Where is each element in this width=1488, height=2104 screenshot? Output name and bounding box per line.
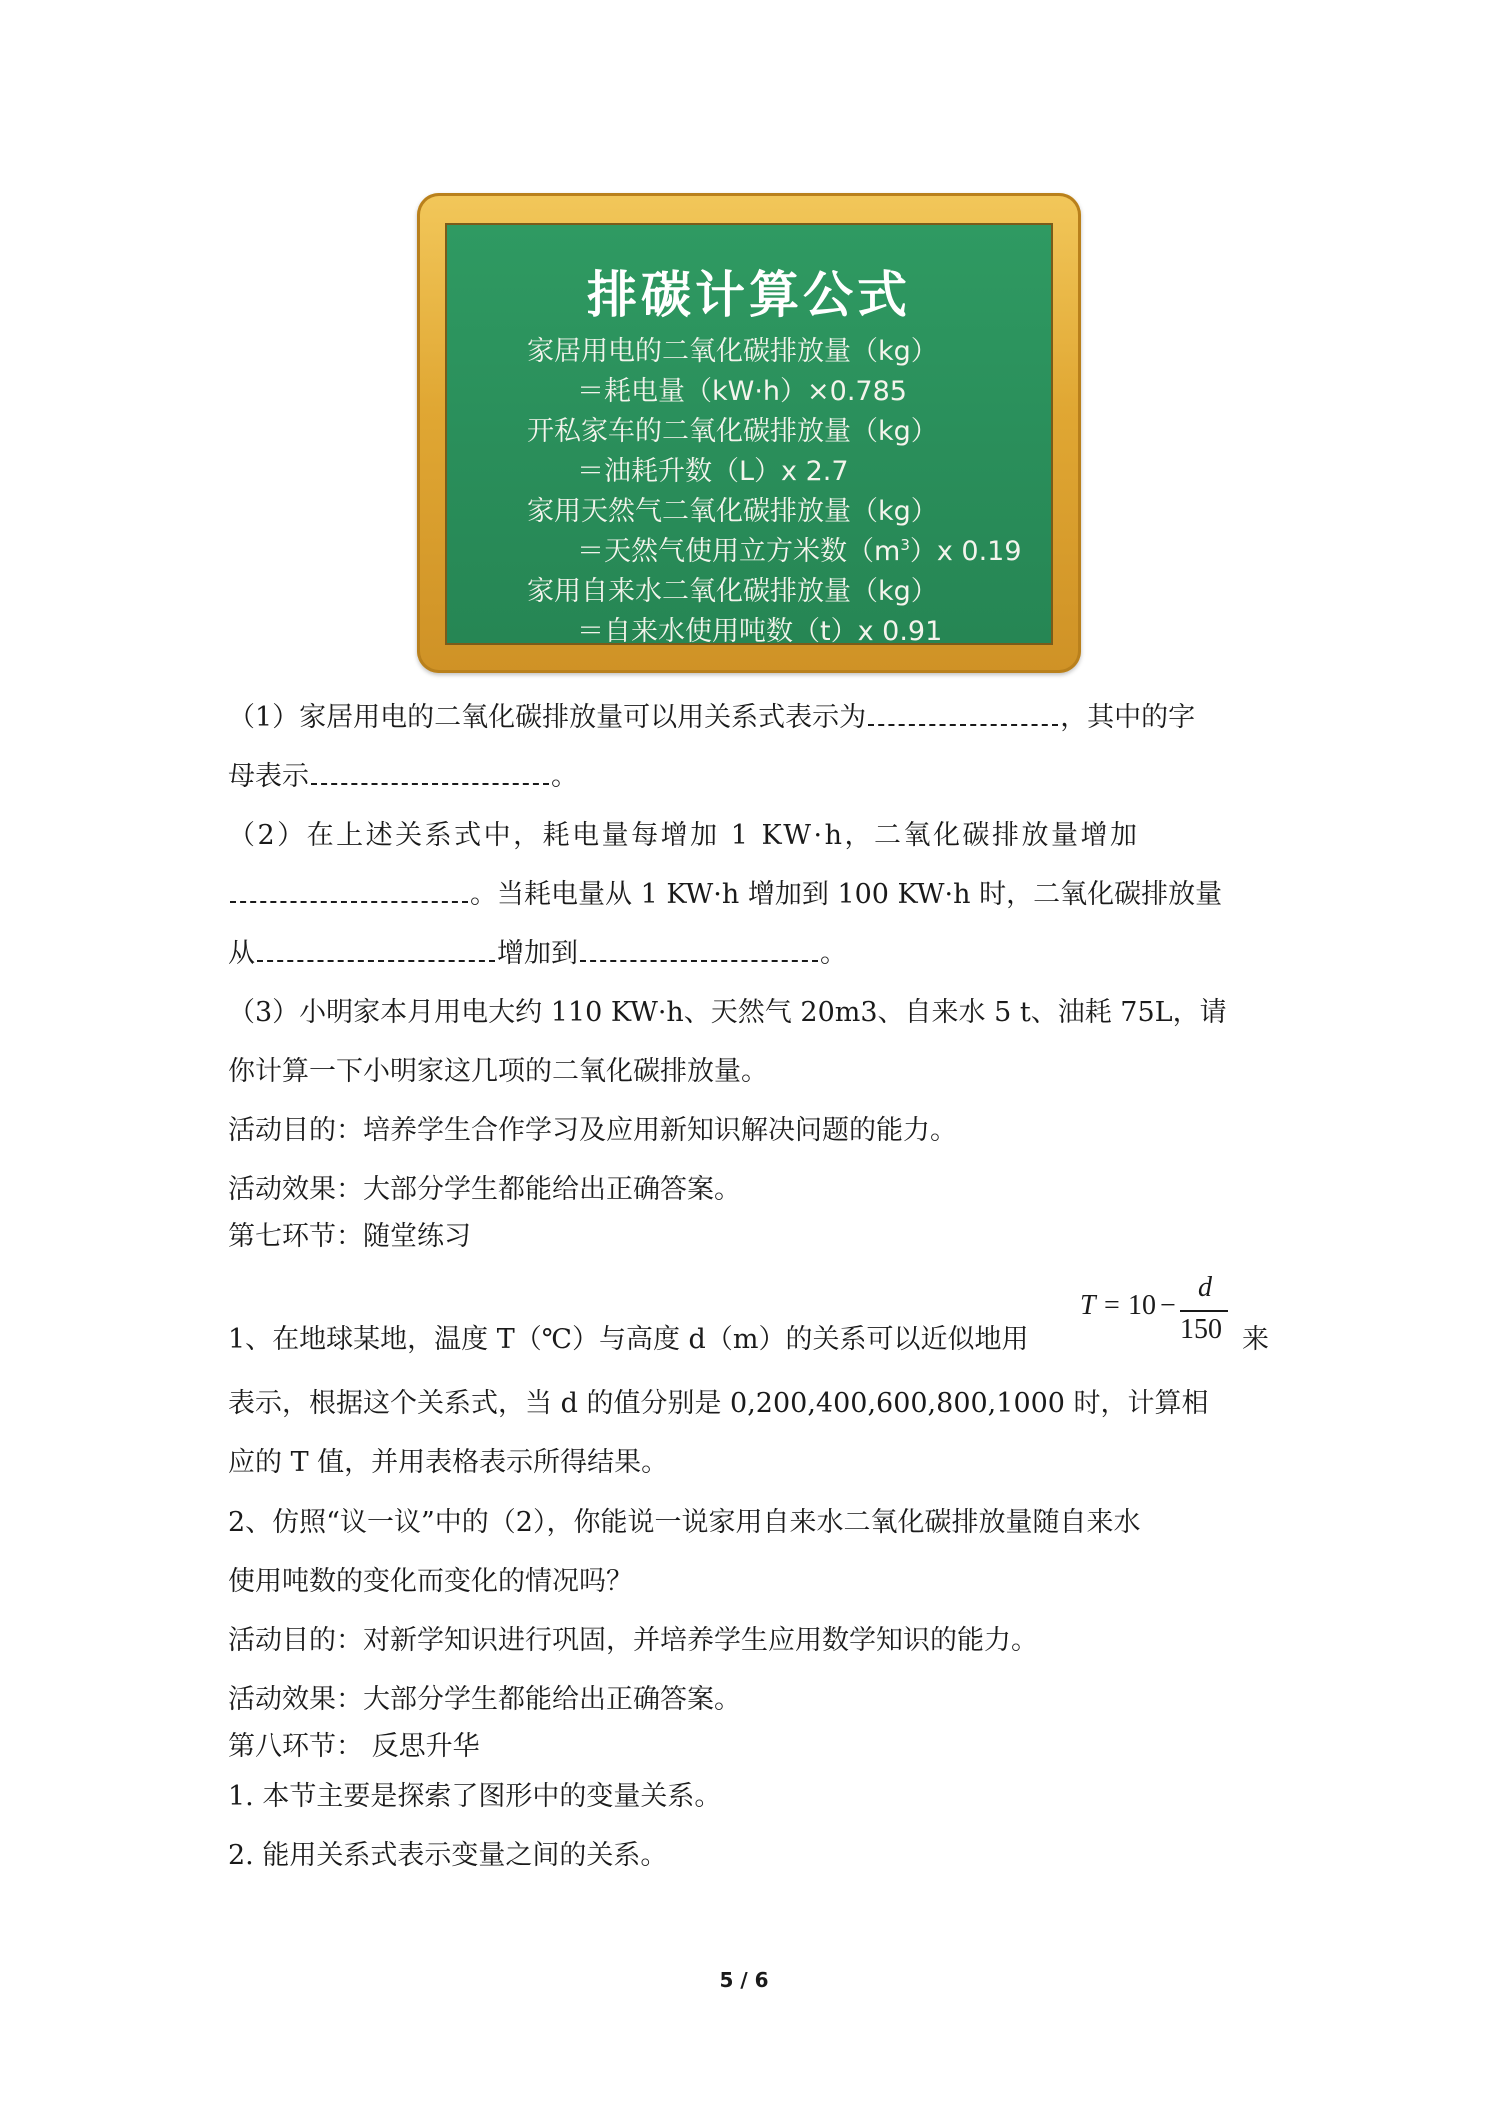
activity-effect-2: 活动效果：大部分学生都能给出正确答案。: [228, 1684, 741, 1715]
question-2-line-3: 从 增加到 。: [228, 938, 847, 969]
question-2-line-1: （2）在上述关系式中，耗电量每增加 1 KW·h，二氧化碳排放量增加: [228, 820, 1140, 851]
activity-effect-1: 活动效果：大部分学生都能给出正确答案。: [228, 1174, 741, 1205]
board-line-car: 开私家车的二氧化碳排放量（kg）: [527, 416, 938, 447]
answer-blank[interactable]: [311, 773, 549, 785]
question-2-line-2: 。当耗电量从 1 KW·h 增加到 100 KW·h 时，二氧化碳排放量: [228, 880, 1222, 910]
answer-blank[interactable]: [868, 714, 1058, 726]
answer-blank[interactable]: [257, 950, 495, 962]
question-3-line-2: 你计算一下小明家这几项的二氧化碳排放量。: [228, 1056, 768, 1087]
board-line-electricity-formula: ＝耗电量（kW·h）×0.785: [577, 376, 907, 407]
activity-goal-1: 活动目的：培养学生合作学习及应用新知识解决问题的能力。: [228, 1115, 957, 1146]
board-line-car-formula: ＝油耗升数（L）x 2.7: [577, 456, 849, 487]
board-line-electricity: 家居用电的二氧化碳排放量（kg）: [527, 336, 938, 367]
summary-item-1: 1. 本节主要是探索了图形中的变量关系。: [228, 1781, 722, 1812]
question-1-line-1: （1）家居用电的二氧化碳排放量可以用关系式表示为 ，其中的字: [228, 702, 1196, 733]
chalkboard-figure: [417, 193, 1081, 673]
exercise-1-line-1: 1、在地球某地，温度 T（℃）与高度 d（m）的关系可以近似地用: [228, 1324, 1029, 1355]
board-line-gas: 家用天然气二氧化碳排放量（kg）: [527, 496, 938, 527]
exercise-1-line-1-end: 来: [1242, 1324, 1269, 1355]
chalkboard-surface: [445, 223, 1053, 645]
question-3-line-1: （3）小明家本月用电大约 110 KW·h、天然气 20m3、自来水 5 t、油耗 75L，请: [228, 997, 1227, 1028]
activity-goal-2: 活动目的：对新学知识进行巩固，并培养学生应用数学知识的能力。: [228, 1625, 1038, 1656]
temperature-formula: T = 10 − d 150: [1080, 1268, 1240, 1358]
board-line-water-formula: ＝自来水使用吨数（t）x 0.91: [577, 616, 943, 647]
page-number: 5 / 6: [719, 1968, 769, 1992]
answer-blank[interactable]: [230, 891, 468, 903]
exercise-2-line-1: 2、仿照“议一议”中的（2），你能说一说家用自来水二氧化碳排放量随自来水: [228, 1507, 1141, 1538]
board-title: 排碳计算公式: [587, 266, 911, 324]
exercise-1-line-2: 表示，根据这个关系式，当 d 的值分别是 0,200,400,600,800,1000 时，计算相: [228, 1388, 1209, 1419]
board-line-water: 家用自来水二氧化碳排放量（kg）: [527, 576, 938, 607]
answer-blank[interactable]: [580, 950, 818, 962]
exercise-2-line-2: 使用吨数的变化而变化的情况吗？: [228, 1566, 633, 1597]
board-line-gas-formula: ＝天然气使用立方米数$(m^3)x$ 0.19: [577, 536, 1022, 567]
section-7-heading: 第七环节：随堂练习: [228, 1221, 471, 1252]
question-1-line-2: 母表示 。: [228, 761, 578, 792]
summary-item-2: 2. 能用关系式表示变量之间的关系。: [228, 1840, 668, 1871]
section-8-heading: 第八环节： 反思升华: [228, 1731, 480, 1762]
exercise-1-line-3: 应的 T 值，并用表格表示所得结果。: [228, 1447, 669, 1478]
